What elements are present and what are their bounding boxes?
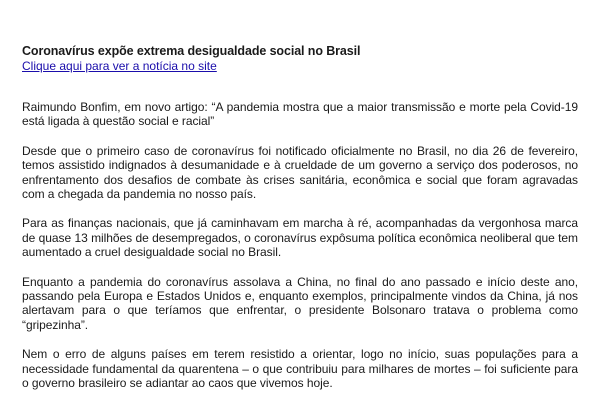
article-body [22,100,578,391]
paragraph: Enquanto a pandemia do coronavírus assolava a China, no final do ano passado e início deste ano, passando pela Europa e Estados Unidos e, enquanto exemplos, principalmente vindos da China, já nos alertavam para o que teríamos que enfrentar, o presidente Bolsonaro tratava o problema como “gripezinha”. [22,274,578,332]
article [22,44,578,406]
paragraph: Nem o erro de alguns países em terem resistido a orientar, logo no início, suas populações para a necessidade fundamental da quarentena – o que contribuiu para milhares de mortes – foi suficiente para o governo brasileiro se adiantar ao caos que vivemos hoje. [22,347,578,391]
view-on-site-link[interactable]: Clique aqui para ver a notícia no site [22,59,217,73]
paragraph-lead: Raimundo Bonfim, em novo artigo: “A pandemia mostra que a maior transmissão e morte pela Covid-19 está ligada à questão social e racial” [22,100,578,129]
article-title: Coronavírus expõe extrema desigualdade social no Brasil [22,44,361,58]
paragraph: Para as finanças nacionais, que já caminhavam em marcha à ré, acompanhadas da vergonhosa marca de quase 13 milhões de desempregados, o coronavírus expôsuma política econômica neoliberal que tem aumentado a cruel desigualdade social no Brasil. [22,216,578,260]
paragraph: Desde que o primeiro caso de coronavírus foi notificado oficialmente no Brasil, no dia 26 de fevereiro, temos assistido indignados à desumanidade e à crueldade de um governo a serviço dos poderosos, no enfrentamento dos desafios de combate às crises sanitária, econômica e social que foram agravadas com a chegada da pandemia no nosso país. [22,143,578,202]
